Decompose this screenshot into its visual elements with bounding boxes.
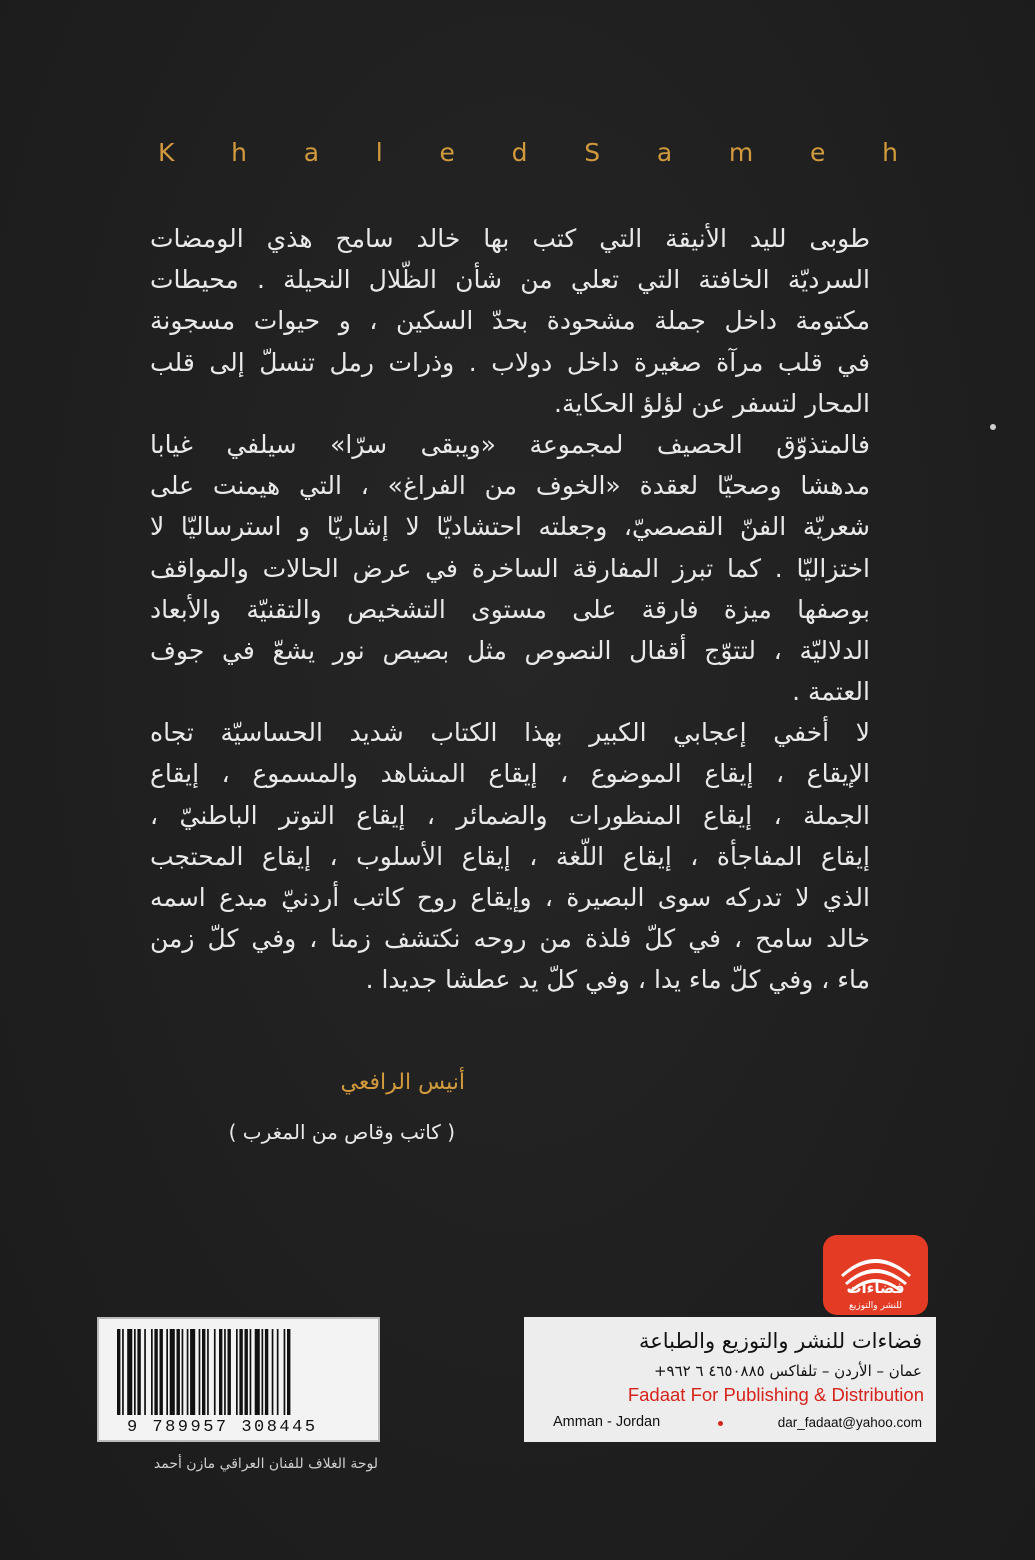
blurb-line: المحار لتسفر عن لؤلؤ الحكاية. <box>554 388 870 418</box>
barcode-bar <box>190 1329 195 1415</box>
author-letter: m <box>728 138 754 167</box>
blurb-line: مدهشا وصحيّا لعقدة «الخوف من الفراغ» ، التي هيمنت على <box>150 471 870 501</box>
barcode-bar <box>202 1329 205 1415</box>
barcode-bar <box>224 1329 226 1415</box>
blurb-line: الجملة ، إيقاع المنظورات والضمائر ، إيقاع التوتر الباطنيّ ، <box>150 800 870 830</box>
barcode-bar <box>122 1329 124 1415</box>
blurb-line: مكتومة داخل جملة مشحودة بحدّ السكين ، و حيوات مسجونة <box>150 306 870 336</box>
blurb-line: السرديّة الخافتة التي تعلي من شأن الظّلال النحيلة . محيطات <box>150 265 870 295</box>
barcode-bar <box>287 1329 290 1415</box>
barcode-bar <box>199 1329 201 1415</box>
logo-name: فضاءات <box>846 1279 905 1297</box>
blurb-line: بوصفها ميزة فارقة على مستوى التشخيص والتقنيّة والأبعاد <box>150 594 870 624</box>
barcode-bar <box>187 1329 189 1415</box>
publisher-email: dar_fadaat@yahoo.com <box>777 1415 922 1430</box>
cover-art-credit: لوحة الغلاف للفنان العراقي مازن أحمد <box>153 1456 378 1472</box>
barcode-bar <box>151 1329 153 1415</box>
barcode-box <box>97 1317 380 1442</box>
barcode-bar <box>144 1329 146 1415</box>
author-letter: K <box>158 138 175 167</box>
author-letter: a <box>303 138 320 167</box>
barcode-icon <box>113 1329 366 1415</box>
decorative-dot <box>990 424 996 430</box>
barcode-bar <box>236 1329 238 1415</box>
publisher-name-english: Fadaat For Publishing & Distribution <box>627 1384 924 1405</box>
signature-name: أنيس الرافعي <box>340 1070 465 1095</box>
publisher-city: Amman - Jordan <box>553 1414 661 1430</box>
barcode-bar <box>160 1329 163 1415</box>
blurb-line: طوبى لليد الأنيقة التي كتب بها خالد سامح هذي الومضات <box>150 224 870 253</box>
signature-role: ( كاتب وقاص من المغرب ) <box>228 1120 455 1144</box>
barcode-bar <box>272 1329 274 1415</box>
blurb-line: الإيقاع ، إيقاع الموضوع ، إيقاع المشاهد والمسموع ، إيقاع <box>150 759 870 789</box>
blurb-line: لا أخفي إعجابي الكبير بهذا الكتاب شديد الحساسيّة تجاه <box>150 718 870 748</box>
separator-dot <box>718 1421 723 1426</box>
barcode-bar <box>245 1329 248 1415</box>
blurb-line: الذي لا تدركه سوى البصيرة ، وإيقاع روح كاتب أردنيّ مبدع اسمه <box>150 883 870 912</box>
blurb-text <box>150 218 870 1001</box>
barcode-bar <box>265 1329 268 1415</box>
barcode-bar <box>170 1329 175 1415</box>
blurb-line: خالد سامح ، في كلّ فلذة من روحه نكتشف زمنا ، وفي كلّ زمن <box>150 924 870 954</box>
barcode-bar <box>166 1329 168 1415</box>
barcode-bar <box>207 1329 209 1415</box>
blurb-line: ماء ، وفي كلّ ماء يدا ، وفي كلّ يد عطشا جديدا . <box>365 965 870 995</box>
blurb-line: فالمتذوّق الحصيف لمجموعة «ويبقى سرّا» سيلفي غيابا <box>150 429 870 459</box>
barcode-bar <box>134 1329 136 1415</box>
barcode-bar <box>277 1329 279 1415</box>
author-letter: h <box>882 138 898 167</box>
barcode-bar <box>255 1329 260 1415</box>
barcode-bar <box>239 1329 242 1415</box>
barcode-bar <box>137 1329 140 1415</box>
barcode-bar <box>214 1329 216 1415</box>
author-letter: e <box>439 138 455 167</box>
publisher-info-box <box>524 1317 936 1442</box>
barcode-bar <box>219 1329 222 1415</box>
author-letter: a <box>656 138 673 167</box>
logo-subtitle: للنشر والتوزيع <box>849 1301 902 1311</box>
blurb-line: إيقاع المفاجأة ، إيقاع اللّغة ، إيقاع الأسلوب ، إيقاع المحتجب <box>150 841 870 871</box>
blurb-line: اختزاليّا . كما تبرز المفارقة الساخرة في عرض الحالات والمواقف <box>150 553 870 583</box>
barcode-bar <box>250 1329 252 1415</box>
blurb-line: العتمة . <box>792 677 870 707</box>
barcode-bar <box>117 1329 120 1415</box>
author-letter: e <box>809 138 826 167</box>
barcode-bar <box>284 1329 286 1415</box>
author-letter: h <box>231 138 247 167</box>
barcode-bar <box>127 1329 132 1415</box>
barcode-bar <box>177 1329 180 1415</box>
blurb-line: شعريّة الفنّ القصصيّ، وجعلته احتشاديّا لا إشاريّا و استرساليّا لا <box>150 512 870 542</box>
author-letter: d <box>511 138 528 167</box>
blurb-line: الدلاليّة ، لتتوّج أقفال النصوص مثل بصيص نور يشعّ في جوف <box>150 635 870 665</box>
publisher-address-arabic: عمان – الأردن – تلفاكس ٤٦٥٠٨٨٥ ٦ ٩٦٢+ <box>653 1362 922 1380</box>
author-name-latin <box>158 138 898 167</box>
barcode-bar <box>262 1329 264 1415</box>
publisher-logo <box>823 1235 928 1315</box>
author-letter: l <box>375 138 383 167</box>
blurb-line: في قلب مرآة صغيرة داخل دولاب . وذرات رمل تنسلّ إلى قلب <box>150 347 870 377</box>
barcode-bar <box>228 1329 231 1415</box>
author-letter: S <box>584 138 601 167</box>
isbn-number: 9 789957 308445 <box>127 1418 318 1437</box>
barcode-bar <box>182 1329 184 1415</box>
publisher-name-arabic: فضاءات للنشر والتوزيع والطباعة <box>638 1329 922 1353</box>
barcode-bar <box>154 1329 157 1415</box>
